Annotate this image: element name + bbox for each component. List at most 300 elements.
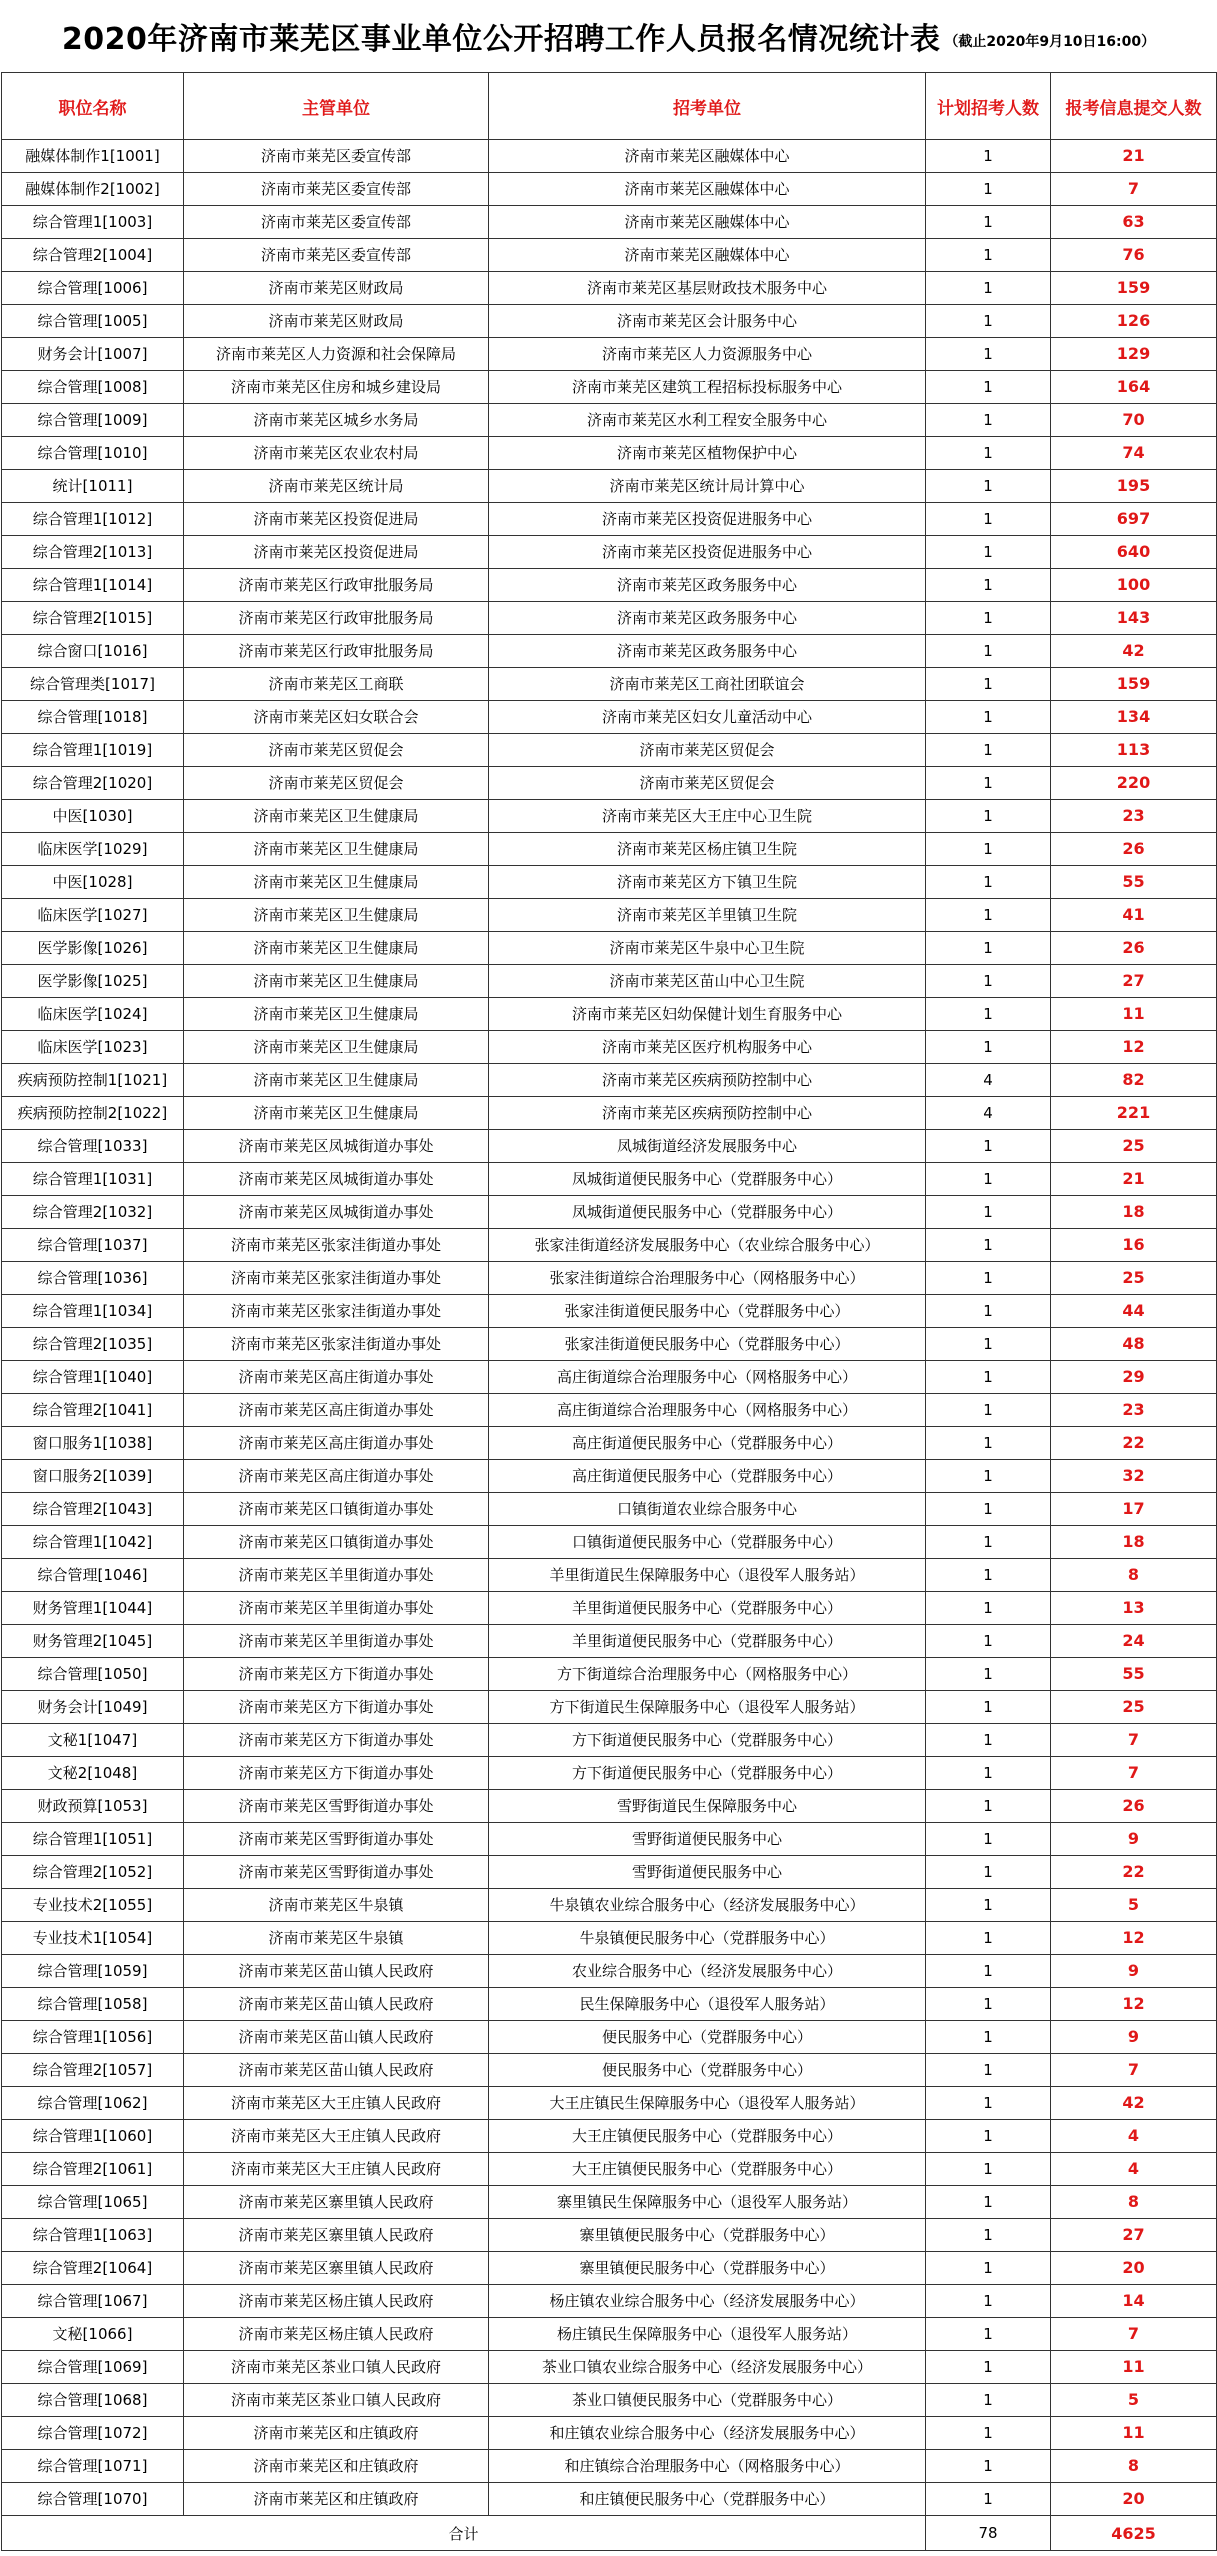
table-row <box>2 1757 1217 1790</box>
cell-planned: 1 <box>926 1790 1051 1823</box>
cell-position: 综合管理[1059] <box>2 1955 184 1988</box>
cell-department: 济南市莱芜区方下街道办事处 <box>184 1691 489 1724</box>
cell-applicants: 159 <box>1051 668 1217 701</box>
cell-applicants: 113 <box>1051 734 1217 767</box>
header-department: 主管单位 <box>184 73 489 140</box>
cell-applicants: 18 <box>1051 1526 1217 1559</box>
cell-department: 济南市莱芜区妇女联合会 <box>184 701 489 734</box>
cell-applicants: 7 <box>1051 1724 1217 1757</box>
cell-department: 济南市莱芜区寨里镇人民政府 <box>184 2219 489 2252</box>
cell-department: 济南市莱芜区投资促进局 <box>184 536 489 569</box>
cell-department: 济南市莱芜区凤城街道办事处 <box>184 1130 489 1163</box>
cell-position: 综合管理[1036] <box>2 1262 184 1295</box>
table-row <box>2 1922 1217 1955</box>
cell-planned: 1 <box>926 404 1051 437</box>
cell-planned: 1 <box>926 1823 1051 1856</box>
cell-department: 济南市莱芜区高庄街道办事处 <box>184 1460 489 1493</box>
cell-applicants: 18 <box>1051 1196 1217 1229</box>
cell-planned: 1 <box>926 305 1051 338</box>
cell-planned: 1 <box>926 1691 1051 1724</box>
cell-position: 综合管理2[1004] <box>2 239 184 272</box>
title-main: 2020年济南市莱芜区事业单位公开招聘工作人员报名情况统计表 <box>61 22 941 57</box>
cell-applicants: 14 <box>1051 2285 1217 2318</box>
cell-department: 济南市莱芜区卫生健康局 <box>184 833 489 866</box>
cell-unit: 济南市莱芜区疾病预防控制中心 <box>489 1064 926 1097</box>
cell-position: 综合管理[1050] <box>2 1658 184 1691</box>
cell-planned: 1 <box>926 1460 1051 1493</box>
table-row <box>2 1229 1217 1262</box>
cell-position: 综合管理[1067] <box>2 2285 184 2318</box>
cell-planned: 1 <box>926 2450 1051 2483</box>
cell-department: 济南市莱芜区卫生健康局 <box>184 800 489 833</box>
cell-unit: 济南市莱芜区医疗机构服务中心 <box>489 1031 926 1064</box>
cell-unit: 济南市莱芜区植物保护中心 <box>489 437 926 470</box>
cell-position: 综合管理1[1060] <box>2 2120 184 2153</box>
table-row <box>2 1988 1217 2021</box>
table-row <box>2 2384 1217 2417</box>
cell-position: 综合管理2[1032] <box>2 1196 184 1229</box>
cell-department: 济南市莱芜区大王庄镇人民政府 <box>184 2120 489 2153</box>
cell-position: 综合管理1[1040] <box>2 1361 184 1394</box>
cell-applicants: 29 <box>1051 1361 1217 1394</box>
cell-position: 综合管理2[1057] <box>2 2054 184 2087</box>
cell-planned: 1 <box>926 239 1051 272</box>
cell-planned: 1 <box>926 800 1051 833</box>
cell-department: 济南市莱芜区统计局 <box>184 470 489 503</box>
cell-unit: 民生保障服务中心（退役军人服务站） <box>489 1988 926 2021</box>
cell-unit: 杨庄镇农业综合服务中心（经济发展服务中心） <box>489 2285 926 2318</box>
cell-unit: 寨里镇便民服务中心（党群服务中心） <box>489 2252 926 2285</box>
cell-position: 综合管理2[1015] <box>2 602 184 635</box>
cell-department: 济南市莱芜区张家洼街道办事处 <box>184 1262 489 1295</box>
cell-position: 综合管理1[1003] <box>2 206 184 239</box>
table-row <box>2 305 1217 338</box>
cell-applicants: 11 <box>1051 2417 1217 2450</box>
cell-unit: 方下街道综合治理服务中心（网格服务中心） <box>489 1658 926 1691</box>
cell-position: 临床医学[1027] <box>2 899 184 932</box>
cell-department: 济南市莱芜区大王庄镇人民政府 <box>184 2087 489 2120</box>
cell-department: 济南市莱芜区行政审批服务局 <box>184 635 489 668</box>
cell-department: 济南市莱芜区茶业口镇人民政府 <box>184 2351 489 2384</box>
cell-applicants: 24 <box>1051 1625 1217 1658</box>
cell-unit: 方下街道便民服务中心（党群服务中心） <box>489 1724 926 1757</box>
cell-position: 综合管理1[1019] <box>2 734 184 767</box>
cell-unit: 济南市莱芜区建筑工程招标投标服务中心 <box>489 371 926 404</box>
cell-department: 济南市莱芜区高庄街道办事处 <box>184 1427 489 1460</box>
cell-unit: 济南市莱芜区会计服务中心 <box>489 305 926 338</box>
cell-position: 临床医学[1024] <box>2 998 184 1031</box>
cell-unit: 济南市莱芜区融媒体中心 <box>489 239 926 272</box>
cell-unit: 雪野街道民生保障服务中心 <box>489 1790 926 1823</box>
cell-applicants: 12 <box>1051 1988 1217 2021</box>
cell-unit: 济南市莱芜区政务服务中心 <box>489 602 926 635</box>
cell-applicants: 21 <box>1051 1163 1217 1196</box>
cell-applicants: 26 <box>1051 833 1217 866</box>
cell-applicants: 25 <box>1051 1262 1217 1295</box>
cell-department: 济南市莱芜区和庄镇政府 <box>184 2450 489 2483</box>
cell-applicants: 697 <box>1051 503 1217 536</box>
cell-applicants: 4 <box>1051 2120 1217 2153</box>
cell-planned: 1 <box>926 1625 1051 1658</box>
cell-applicants: 22 <box>1051 1427 1217 1460</box>
cell-planned: 1 <box>926 1229 1051 1262</box>
cell-applicants: 9 <box>1051 1955 1217 1988</box>
header-planned: 计划招考人数 <box>926 73 1051 140</box>
cell-unit: 济南市莱芜区疾病预防控制中心 <box>489 1097 926 1130</box>
total-label: 合计 <box>2 2516 926 2551</box>
cell-position: 综合管理[1033] <box>2 1130 184 1163</box>
cell-position: 综合管理[1005] <box>2 305 184 338</box>
cell-planned: 1 <box>926 701 1051 734</box>
cell-position: 综合管理2[1043] <box>2 1493 184 1526</box>
cell-applicants: 76 <box>1051 239 1217 272</box>
table-row <box>2 173 1217 206</box>
cell-position: 医学影像[1025] <box>2 965 184 998</box>
cell-planned: 1 <box>926 932 1051 965</box>
cell-position: 综合管理1[1012] <box>2 503 184 536</box>
cell-unit: 济南市莱芜区政务服务中心 <box>489 569 926 602</box>
cell-position: 综合管理1[1034] <box>2 1295 184 1328</box>
cell-position: 融媒体制作2[1002] <box>2 173 184 206</box>
cell-unit: 高庄街道综合治理服务中心（网格服务中心） <box>489 1361 926 1394</box>
registration-statistics-table <box>1 72 1217 2551</box>
cell-applicants: 25 <box>1051 1130 1217 1163</box>
cell-position: 综合管理[1006] <box>2 272 184 305</box>
cell-planned: 1 <box>926 437 1051 470</box>
cell-planned: 1 <box>926 1559 1051 1592</box>
table-row <box>2 206 1217 239</box>
table-row <box>2 1658 1217 1691</box>
cell-position: 综合管理1[1031] <box>2 1163 184 1196</box>
cell-department: 济南市莱芜区住房和城乡建设局 <box>184 371 489 404</box>
cell-department: 济南市莱芜区牛泉镇 <box>184 1922 489 1955</box>
cell-department: 济南市莱芜区卫生健康局 <box>184 1097 489 1130</box>
cell-position: 综合管理[1062] <box>2 2087 184 2120</box>
table-row <box>2 635 1217 668</box>
cell-unit: 杨庄镇民生保障服务中心（退役军人服务站） <box>489 2318 926 2351</box>
table-row <box>2 1097 1217 1130</box>
cell-applicants: 22 <box>1051 1856 1217 1889</box>
cell-position: 财务会计[1007] <box>2 338 184 371</box>
cell-unit: 方下街道民生保障服务中心（退役军人服务站） <box>489 1691 926 1724</box>
cell-applicants: 134 <box>1051 701 1217 734</box>
table-row <box>2 2021 1217 2054</box>
cell-unit: 济南市莱芜区妇幼保健计划生育服务中心 <box>489 998 926 1031</box>
table-row <box>2 899 1217 932</box>
table-row <box>2 1856 1217 1889</box>
cell-applicants: 8 <box>1051 2450 1217 2483</box>
cell-department: 济南市莱芜区雪野街道办事处 <box>184 1823 489 1856</box>
cell-applicants: 143 <box>1051 602 1217 635</box>
cell-planned: 4 <box>926 1064 1051 1097</box>
cell-position: 文秘2[1048] <box>2 1757 184 1790</box>
total-applicants: 4625 <box>1051 2516 1217 2551</box>
cell-unit: 羊里街道民生保障服务中心（退役军人服务站） <box>489 1559 926 1592</box>
cell-unit: 张家洼街道综合治理服务中心（网格服务中心） <box>489 1262 926 1295</box>
cell-department: 济南市莱芜区方下街道办事处 <box>184 1724 489 1757</box>
cell-applicants: 9 <box>1051 2021 1217 2054</box>
cell-position: 文秘[1066] <box>2 2318 184 2351</box>
cell-applicants: 41 <box>1051 899 1217 932</box>
cell-unit: 济南市莱芜区妇女儿童活动中心 <box>489 701 926 734</box>
cell-planned: 1 <box>926 1262 1051 1295</box>
table-row <box>2 2120 1217 2153</box>
cell-applicants: 221 <box>1051 1097 1217 1130</box>
cell-planned: 1 <box>926 2417 1051 2450</box>
table-row <box>2 1823 1217 1856</box>
cell-department: 济南市莱芜区卫生健康局 <box>184 932 489 965</box>
cell-position: 综合管理2[1052] <box>2 1856 184 1889</box>
table-row <box>2 2417 1217 2450</box>
cell-unit: 济南市莱芜区投资促进服务中心 <box>489 503 926 536</box>
cell-department: 济南市莱芜区苗山镇人民政府 <box>184 2021 489 2054</box>
cell-planned: 1 <box>926 569 1051 602</box>
cell-planned: 1 <box>926 206 1051 239</box>
cell-position: 财务管理1[1044] <box>2 1592 184 1625</box>
cell-position: 财务会计[1049] <box>2 1691 184 1724</box>
cell-applicants: 16 <box>1051 1229 1217 1262</box>
cell-applicants: 7 <box>1051 2318 1217 2351</box>
cell-applicants: 23 <box>1051 800 1217 833</box>
cell-planned: 1 <box>926 2384 1051 2417</box>
table-row <box>2 1427 1217 1460</box>
cell-department: 济南市莱芜区农业农村局 <box>184 437 489 470</box>
table-row <box>2 1031 1217 1064</box>
table-row <box>2 2087 1217 2120</box>
cell-unit: 大王庄镇便民服务中心（党群服务中心） <box>489 2120 926 2153</box>
cell-department: 济南市莱芜区工商联 <box>184 668 489 701</box>
cell-position: 临床医学[1023] <box>2 1031 184 1064</box>
table-row <box>2 371 1217 404</box>
cell-department: 济南市莱芜区张家洼街道办事处 <box>184 1328 489 1361</box>
cell-planned: 1 <box>926 635 1051 668</box>
cell-applicants: 55 <box>1051 1658 1217 1691</box>
table-row <box>2 767 1217 800</box>
table-row <box>2 272 1217 305</box>
cell-planned: 1 <box>926 2483 1051 2516</box>
cell-position: 统计[1011] <box>2 470 184 503</box>
cell-position: 综合管理[1009] <box>2 404 184 437</box>
cell-department: 济南市莱芜区凤城街道办事处 <box>184 1196 489 1229</box>
cell-department: 济南市莱芜区苗山镇人民政府 <box>184 1955 489 1988</box>
cell-department: 济南市莱芜区雪野街道办事处 <box>184 1856 489 1889</box>
cell-position: 综合管理2[1035] <box>2 1328 184 1361</box>
cell-unit: 茶业口镇农业综合服务中心（经济发展服务中心） <box>489 2351 926 2384</box>
cell-unit: 雪野街道便民服务中心 <box>489 1823 926 1856</box>
cell-position: 综合管理[1072] <box>2 2417 184 2450</box>
cell-planned: 1 <box>926 1130 1051 1163</box>
cell-planned: 1 <box>926 1526 1051 1559</box>
cell-applicants: 195 <box>1051 470 1217 503</box>
cell-planned: 1 <box>926 1592 1051 1625</box>
cell-department: 济南市莱芜区卫生健康局 <box>184 998 489 1031</box>
cell-planned: 1 <box>926 1658 1051 1691</box>
cell-planned: 1 <box>926 536 1051 569</box>
cell-unit: 济南市莱芜区统计局计算中心 <box>489 470 926 503</box>
cell-applicants: 7 <box>1051 2054 1217 2087</box>
table-row <box>2 1559 1217 1592</box>
cell-unit: 羊里街道便民服务中心（党群服务中心） <box>489 1592 926 1625</box>
table-row <box>2 833 1217 866</box>
cell-unit: 张家洼街道便民服务中心（党群服务中心） <box>489 1328 926 1361</box>
table-header <box>2 73 1217 140</box>
cell-planned: 1 <box>926 1856 1051 1889</box>
cell-applicants: 159 <box>1051 272 1217 305</box>
cell-position: 综合管理2[1041] <box>2 1394 184 1427</box>
cell-department: 济南市莱芜区口镇街道办事处 <box>184 1493 489 1526</box>
cell-applicants: 11 <box>1051 2351 1217 2384</box>
cell-position: 综合管理2[1061] <box>2 2153 184 2186</box>
cell-planned: 1 <box>926 1295 1051 1328</box>
table-row <box>2 1130 1217 1163</box>
cell-unit: 和庄镇便民服务中心（党群服务中心） <box>489 2483 926 2516</box>
cell-applicants: 12 <box>1051 1922 1217 1955</box>
header-applicants: 报考信息提交人数 <box>1051 73 1217 140</box>
cell-applicants: 12 <box>1051 1031 1217 1064</box>
table-row <box>2 800 1217 833</box>
page-title <box>0 0 1217 72</box>
cell-planned: 1 <box>926 1757 1051 1790</box>
cell-unit: 羊里街道便民服务中心（党群服务中心） <box>489 1625 926 1658</box>
cell-applicants: 17 <box>1051 1493 1217 1526</box>
table-row <box>2 1163 1217 1196</box>
table-row <box>2 239 1217 272</box>
cell-planned: 1 <box>926 1427 1051 1460</box>
cell-planned: 1 <box>926 1955 1051 1988</box>
cell-planned: 1 <box>926 503 1051 536</box>
cell-planned: 1 <box>926 470 1051 503</box>
cell-applicants: 13 <box>1051 1592 1217 1625</box>
table-row <box>2 140 1217 173</box>
cell-planned: 1 <box>926 866 1051 899</box>
cell-department: 济南市莱芜区高庄街道办事处 <box>184 1394 489 1427</box>
cell-department: 济南市莱芜区口镇街道办事处 <box>184 1526 489 1559</box>
cell-applicants: 8 <box>1051 2186 1217 2219</box>
cell-position: 疾病预防控制1[1021] <box>2 1064 184 1097</box>
header-position: 职位名称 <box>2 73 184 140</box>
cell-applicants: 70 <box>1051 404 1217 437</box>
cell-unit: 凤城街道经济发展服务中心 <box>489 1130 926 1163</box>
cell-applicants: 27 <box>1051 2219 1217 2252</box>
table-row <box>2 470 1217 503</box>
cell-planned: 1 <box>926 998 1051 1031</box>
cell-unit: 济南市莱芜区融媒体中心 <box>489 173 926 206</box>
cell-applicants: 126 <box>1051 305 1217 338</box>
cell-planned: 1 <box>926 2186 1051 2219</box>
cell-unit: 济南市莱芜区基层财政技术服务中心 <box>489 272 926 305</box>
table-row <box>2 2153 1217 2186</box>
cell-applicants: 7 <box>1051 1757 1217 1790</box>
cell-unit: 济南市莱芜区方下镇卫生院 <box>489 866 926 899</box>
cell-unit: 方下街道便民服务中心（党群服务中心） <box>489 1757 926 1790</box>
table-row <box>2 1955 1217 1988</box>
cell-position: 中医[1030] <box>2 800 184 833</box>
cell-department: 济南市莱芜区卫生健康局 <box>184 866 489 899</box>
cell-applicants: 26 <box>1051 1790 1217 1823</box>
cell-department: 济南市莱芜区人力资源和社会保障局 <box>184 338 489 371</box>
cell-planned: 1 <box>926 338 1051 371</box>
title-cutoff-note: （截止2020年9月10日16:00） <box>944 34 1156 50</box>
cell-department: 济南市莱芜区凤城街道办事处 <box>184 1163 489 1196</box>
table-row <box>2 1196 1217 1229</box>
table-row <box>2 668 1217 701</box>
cell-department: 济南市莱芜区牛泉镇 <box>184 1889 489 1922</box>
cell-position: 财政预算[1053] <box>2 1790 184 1823</box>
cell-applicants: 4 <box>1051 2153 1217 2186</box>
cell-unit: 和庄镇农业综合服务中心（经济发展服务中心） <box>489 2417 926 2450</box>
cell-department: 济南市莱芜区张家洼街道办事处 <box>184 1229 489 1262</box>
cell-planned: 1 <box>926 734 1051 767</box>
table-row <box>2 1889 1217 1922</box>
table-row <box>2 866 1217 899</box>
cell-applicants: 42 <box>1051 2087 1217 2120</box>
cell-position: 文秘1[1047] <box>2 1724 184 1757</box>
cell-unit: 雪野街道便民服务中心 <box>489 1856 926 1889</box>
cell-planned: 1 <box>926 1394 1051 1427</box>
cell-planned: 1 <box>926 899 1051 932</box>
table-row <box>2 1526 1217 1559</box>
table-row <box>2 2252 1217 2285</box>
total-row <box>2 2516 1217 2551</box>
cell-department: 济南市莱芜区卫生健康局 <box>184 1031 489 1064</box>
cell-department: 济南市莱芜区羊里街道办事处 <box>184 1592 489 1625</box>
cell-position: 综合管理[1058] <box>2 1988 184 2021</box>
cell-unit: 济南市莱芜区牛泉中心卫生院 <box>489 932 926 965</box>
cell-department: 济南市莱芜区羊里街道办事处 <box>184 1559 489 1592</box>
table-row <box>2 1262 1217 1295</box>
cell-applicants: 11 <box>1051 998 1217 1031</box>
cell-planned: 1 <box>926 1988 1051 2021</box>
cell-applicants: 7 <box>1051 173 1217 206</box>
cell-unit: 茶业口镇便民服务中心（党群服务中心） <box>489 2384 926 2417</box>
cell-applicants: 74 <box>1051 437 1217 470</box>
cell-unit: 济南市莱芜区贸促会 <box>489 767 926 800</box>
cell-planned: 1 <box>926 140 1051 173</box>
table-row <box>2 602 1217 635</box>
cell-applicants: 82 <box>1051 1064 1217 1097</box>
cell-applicants: 164 <box>1051 371 1217 404</box>
cell-department: 济南市莱芜区方下街道办事处 <box>184 1757 489 1790</box>
table-footer <box>2 2516 1217 2551</box>
cell-position: 疾病预防控制2[1022] <box>2 1097 184 1130</box>
cell-department: 济南市莱芜区行政审批服务局 <box>184 602 489 635</box>
cell-department: 济南市莱芜区卫生健康局 <box>184 1064 489 1097</box>
cell-applicants: 21 <box>1051 140 1217 173</box>
cell-position: 综合管理[1008] <box>2 371 184 404</box>
cell-planned: 1 <box>926 1163 1051 1196</box>
cell-unit: 济南市莱芜区融媒体中心 <box>489 206 926 239</box>
table-row <box>2 503 1217 536</box>
cell-department: 济南市莱芜区杨庄镇人民政府 <box>184 2285 489 2318</box>
cell-applicants: 129 <box>1051 338 1217 371</box>
cell-position: 综合管理2[1064] <box>2 2252 184 2285</box>
cell-position: 综合管理[1069] <box>2 2351 184 2384</box>
cell-planned: 1 <box>926 2351 1051 2384</box>
cell-department: 济南市莱芜区茶业口镇人民政府 <box>184 2384 489 2417</box>
cell-applicants: 640 <box>1051 536 1217 569</box>
cell-unit: 高庄街道便民服务中心（党群服务中心） <box>489 1460 926 1493</box>
cell-planned: 1 <box>926 2054 1051 2087</box>
table-row <box>2 998 1217 1031</box>
cell-planned: 1 <box>926 1031 1051 1064</box>
cell-department: 济南市莱芜区和庄镇政府 <box>184 2417 489 2450</box>
cell-position: 综合管理1[1042] <box>2 1526 184 1559</box>
cell-department: 济南市莱芜区委宣传部 <box>184 140 489 173</box>
table-row <box>2 932 1217 965</box>
header-row <box>2 73 1217 140</box>
cell-department: 济南市莱芜区财政局 <box>184 305 489 338</box>
header-unit: 招考单位 <box>489 73 926 140</box>
